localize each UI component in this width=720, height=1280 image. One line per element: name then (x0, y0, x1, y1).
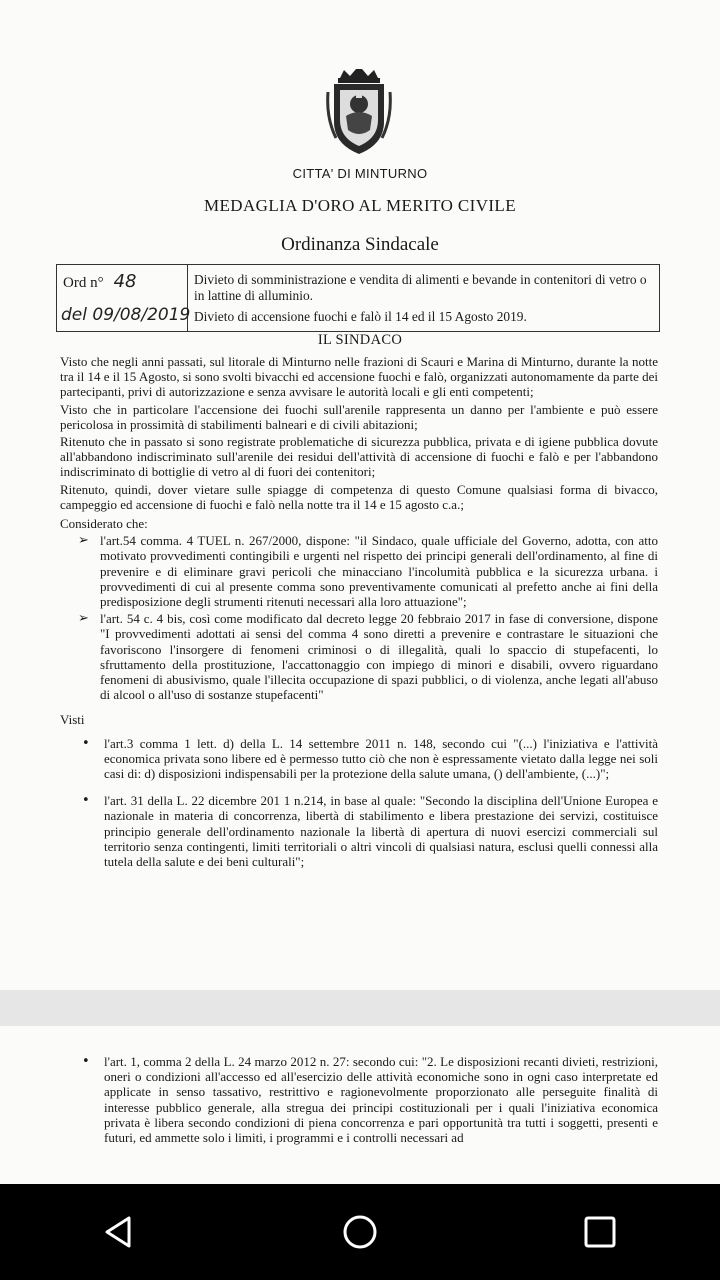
considerato-item (60, 533, 658, 609)
arrow-bullet-icon: ➢ (78, 611, 89, 627)
ordinance-date: del 09/08/2019 (61, 305, 191, 325)
preamble-paragraph: Visto che in particolare l'accensione dei fuochi sull'arenile rappresenta un danno per l'ambiente e può essere pericolosa in prossimità di stabilimenti balneari e di civili abitazioni; (60, 401, 658, 432)
preamble-paragraph: Visto che negli anni passati, sul litorale di Minturno nelle frazioni di Scauri e Marina di Minturno, durante la notte tra il 14 e il 15 Agosto, si sono svolti bivacchi ed accensione fuochi e falò, organizzati autonomamente da parte dei partecipanti, privi di autorizzazione e senza avvisare le autorità locali e gli enti competenti; (60, 354, 658, 400)
bullet-icon: • (82, 735, 90, 751)
ordinance-subject-cell (194, 272, 654, 325)
municipal-crest-icon (326, 68, 392, 156)
preamble-paragraph: Ritenuto che in passato si sono registrate problematiche di sicurezza pubblica, privata e di igiene pubblica dovute all'abbandono indiscriminato sull'arenile dei residui dell'attività di accensione di fuochi e falò e per l'abbandono indiscriminato di bottiglie di vetro al di fuori dei contenitori; (60, 434, 658, 480)
ordinance-box (56, 264, 660, 332)
medal-subtitle: MEDAGLIA D'ORO AL MERITO CIVILE (204, 196, 516, 215)
ordinance-number-label: Ord n° (63, 275, 104, 291)
visti-item-text: l'art. 1, comma 2 della L. 24 marzo 2012 n. 27: secondo cui: "2. Le disposizioni recanti divieti, restrizioni, oneri o condizioni all'accesso ed all'esercizio delle attività economiche sono in ogni caso interpretate ed applicate in senso tassativo, restrittivo e ragionevolmente proporzionato alle perseguite finalità di interesse pubblico generale, alla stregua dei principi costituzionali per i quali l'iniziativa economica privata è libera secondo condizioni di piena concorrenza e pari opportunità tra tutti i soggetti, presenti e futuri, ed ammette solo i limiti, i programmi e i controlli necessari ad (104, 1054, 658, 1146)
ordinance-id-cell (57, 265, 191, 331)
ordinance-number-value: 48 (113, 271, 137, 292)
arrow-bullet-icon: ➢ (78, 533, 89, 549)
considerato-item-text: l'art.54 comma. 4 TUEL n. 267/2000, dispone: "il Sindaco, quale ufficiale del Governo, adotta, con atto motivato provvedimenti contingibili e urgenti nel rispetto dei principi generali dell'ordinamento, al fine di prevenire e di eliminare gravi pericoli che minacciano l'incolumità pubblica e la sicurezza urbana. i provvedimenti di cui al presente comma sono preventivamente comunicati al prefetto anche ai fini della predisposizione degli strumenti ritenuti necessari alla loro attuazione"; (100, 533, 658, 610)
back-icon (102, 1214, 138, 1250)
ordinance-number (63, 271, 136, 292)
bullet-icon: • (82, 793, 90, 809)
page-separator (0, 990, 720, 1026)
visti-item (60, 793, 658, 869)
document-page-2 (0, 1026, 720, 1184)
considerato-label: Considerato che: (60, 516, 148, 532)
home-icon (341, 1213, 379, 1251)
ordinance-subject-1: Divieto di somministrazione e vendita di alimenti e bevande in contenitori di vetro o in lattine di alluminio. (194, 272, 647, 303)
document-body (60, 354, 658, 881)
recents-button[interactable] (560, 1192, 640, 1272)
visti-item (60, 1054, 658, 1145)
considerato-item (60, 611, 658, 702)
visti-label: Visti (60, 712, 85, 728)
visti-item-text: l'art. 31 della L. 22 dicembre 201 1 n.214, in base al quale: "Secondo la disciplina dell'Unione Europea e nazionale in materia di concorrenza, libertà di stabilimento e libera prestazione dei servizi, costituisce principio generale dell'ordinamento nazionale la libertà di apertura di nuovi esercizi commerciali sul territorio senza contingenti, limiti territoriali o altri vincoli di qualsiasi natura, esclusi quelli connessi alla tutela della salute e dei beni culturali"; (104, 793, 658, 870)
bullet-icon: • (82, 1054, 90, 1069)
back-button[interactable] (80, 1192, 160, 1272)
recents-icon (583, 1215, 617, 1249)
document-type: Ordinanza Sindacale (281, 234, 439, 255)
home-button[interactable] (320, 1192, 400, 1272)
android-navigation-bar (0, 1184, 720, 1280)
city-name: CITTA' DI MINTURNO (292, 166, 428, 181)
document-body-page-2 (60, 1054, 658, 1157)
ordinance-subject-2: Divieto di accensione fuochi e falò il 14 ed il 15 Agosto 2019. (194, 309, 527, 324)
considerato-item-text: l'art. 54 c. 4 bis, così come modificato dal decreto legge 20 febbraio 2017 in fase di conversione, dispone "I provvedimenti adottati ai sensi del comma 4 sono diretti a prevenire e contrastare le situazioni che favoriscono l'insorgere di fenomeni criminosi o di illegalità, quali lo spaccio di stupefacenti, lo sfruttamento della prostituzione, l'accattonaggio con impiego di minori e disabili, ovvero riguardano fenomeni di abusivismo, quale l'illecita occupazione di spazi pubblici, o di violenza, anche legati all'abuso di alcool o all'uso di sostanze stupefacenti" (100, 611, 658, 703)
preamble-paragraph: Ritenuto, quindi, dover vietare sulle spiagge di competenza di questo Comune qualsiasi forma di bivacco, campeggio ed accensione di fuochi e falò nella notte tra il 14 e 15 agosto c.a.; (60, 481, 658, 512)
mayor-heading: IL SINDACO (317, 332, 403, 348)
visti-item (60, 736, 658, 782)
visti-item-text: l'art.3 comma 1 lett. d) della L. 14 settembre 2011 n. 148, secondo cui "(...) l'iniziativa e l'attività economica privata sono libere ed è permesso tutto ciò che non è espressamente vietato dalla legge nei soli casi di: d) disposizioni indispensabili per la protezione della salute umana, () dell'ambiente, (...)"; (104, 735, 658, 782)
